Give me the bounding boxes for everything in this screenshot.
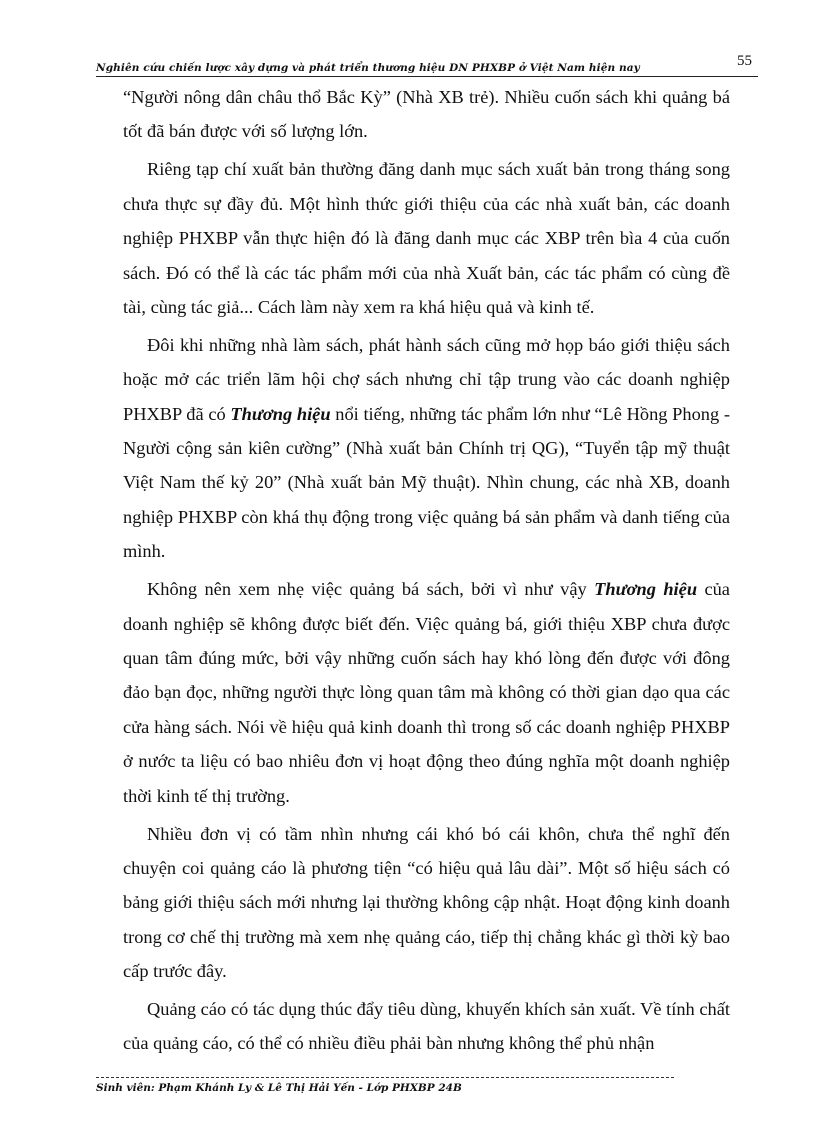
paragraph	[123, 328, 730, 569]
footer-rule	[96, 1077, 674, 1078]
paragraph	[123, 572, 730, 813]
footer-text: Sinh viên: Phạm Khánh Ly & Lê Thị Hải Yến - Lớp PHXBP 24B	[96, 1082, 462, 1094]
paragraph	[123, 80, 730, 149]
body-text	[123, 80, 730, 1061]
paragraph	[123, 817, 730, 989]
page-number: 55	[737, 53, 752, 69]
paragraph-text: Quảng cáo có tác dụng thúc đẩy tiêu dùng, khuyến khích sản xuất. Về tính chất của quảng cáo, có thể có nhiều điều phải bàn nhưng không thể phủ nhận	[123, 999, 730, 1054]
paragraph-text: Riêng tạp chí xuất bản thường đăng danh mục sách xuất bản trong tháng song chưa thực sự đầy đủ. Một hình thức giới thiệu của các nhà xuất bản, các doanh nghiệp PHXBP vẫn thực hiện đó là đăng danh mục các XBP trên bìa 4 của cuốn sách. Đó có thể là các tác phẩm mới của nhà Xuất bản, các tác phẩm có cùng đề tài, cùng tác giả... Cách làm này xem ra khá hiệu quả và kinh tế.	[123, 159, 730, 317]
paragraph-text: của doanh nghiệp sẽ không được biết đến. Việc quảng bá, giới thiệu XBP chưa được quan tâm đúng mức, bởi vậy những cuốn sách hay khó lòng đến được với đông đảo bạn đọc, những người thực lòng quan tâm mà không có thời gian dạo qua các cửa hàng sách. Nói về hiệu quả kinh doanh thì trong số các doanh nghiệp PHXBP ở nước ta liệu có bao nhiêu đơn vị hoạt động theo đúng nghĩa một doanh nghiệp thời kinh tế thị trường.	[123, 579, 730, 806]
header-title: Nghiên cứu chiến lược xây dựng và phát triển thương hiệu DN PHXBP ở Việt Nam hiện nay	[96, 62, 640, 74]
paragraph-text: Không nên xem nhẹ việc quảng bá sách, bởi vì như vậy	[147, 579, 595, 600]
paragraph-text: Nhiều đơn vị có tầm nhìn nhưng cái khó bó cái khôn, chưa thể nghĩ đến chuyện coi quảng cáo là phương tiện “có hiệu quả lâu dài”. Một số hiệu sách có bảng giới thiệu sách mới nhưng lại thường không cập nhật. Hoạt động kinh doanh trong cơ chế thị trường mà xem nhẹ quảng cáo, tiếp thị chẳng khác gì thời kỳ bao cấp trước đây.	[123, 823, 730, 982]
paragraph-text: Đôi khi những nhà làm sách, phát hành sách cũng mở họp báo giới thiệu sách hoặc mở các triển lãm hội chợ sách nhưng chỉ tập trung vào các doanh nghiệp PHXBP đã có	[123, 334, 730, 424]
emphasis-text: Thương hiệu	[230, 403, 331, 424]
running-header	[96, 54, 758, 77]
emphasis-text: Thương hiệu	[594, 579, 698, 600]
paragraph	[123, 992, 730, 1061]
paragraph-text: nổi tiếng, những tác phẩm lớn như “Lê Hồng Phong - Người cộng sản kiên cường” (Nhà xuất bản Chính trị QG), “Tuyển tập mỹ thuật Việt Nam thế kỷ 20” (Nhà xuất bản Mỹ thuật). Nhìn chung, các nhà XB, doanh nghiệp PHXBP còn khá thụ động trong việc quảng bá sản phẩm và danh tiếng của mình.	[123, 403, 730, 562]
paragraph-text: “Người nông dân châu thổ Bắc Kỳ” (Nhà XB trẻ). Nhiều cuốn sách khi quảng bá tốt đã bán được với số lượng lớn.	[123, 87, 730, 142]
paragraph	[123, 152, 730, 324]
